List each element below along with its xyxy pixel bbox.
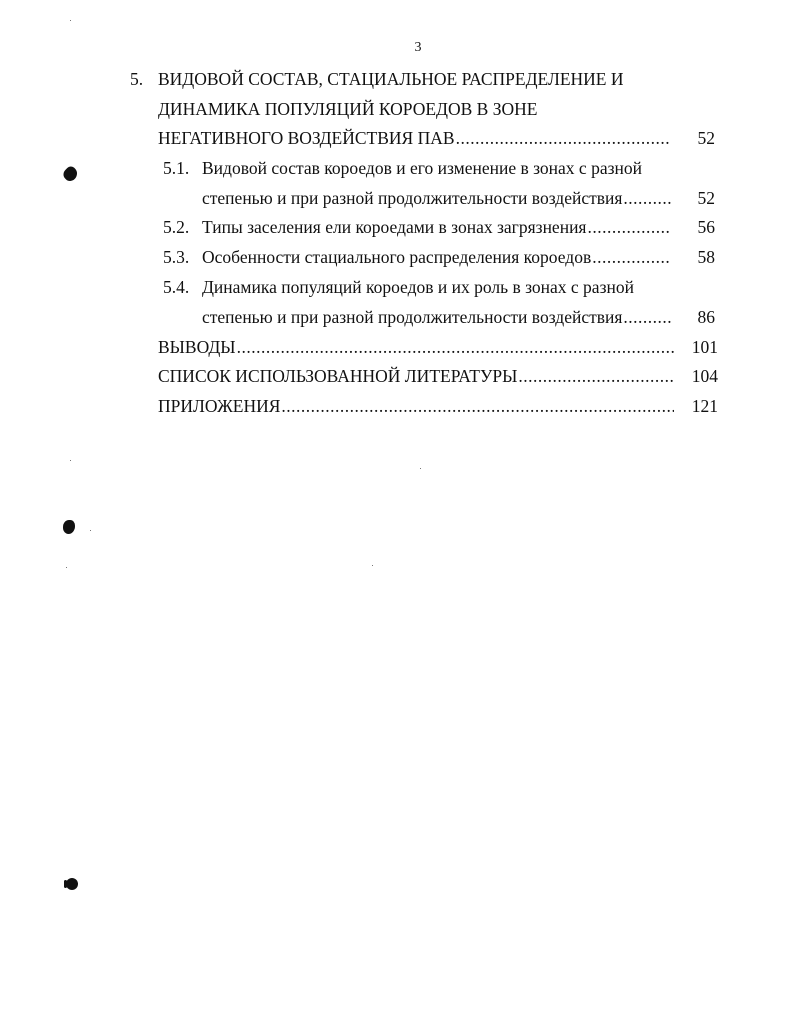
punch-hole-blot [66,878,78,890]
toc-entry-appendices: ПРИЛОЖЕНИЯ ..... 121 [158,395,718,417]
chapter-title-line2: ДИНАМИКА ПОПУЛЯЦИЙ КОРОЕДОВ В ЗОНЕ [158,99,538,119]
page-ref: 121 [691,396,718,416]
leader-dots [281,395,674,417]
page-ref: 58 [697,247,715,267]
leader-dots [623,187,671,209]
scan-speck [420,468,421,469]
toc-entry-references: СПИСОК ИСПОЛЬЗОВАННОЙ ЛИТЕРАТУРЫ ..... 104 [158,365,718,387]
scan-speck [66,567,67,568]
section-number: 5.2. [163,217,190,237]
page-ref: 104 [691,366,718,386]
leader-dots [518,365,674,387]
scan-speck [70,460,71,461]
section-number: 5.3. [163,247,190,267]
section-title-line2: степенью и при разной продолжительности воздействия ..... 52 [202,187,715,209]
leader-dots [623,306,671,328]
section-number: 5.1. [163,158,190,178]
scan-speck [372,565,373,566]
scan-speck [70,20,71,21]
page-ref: 86 [697,307,715,327]
toc-entry-conclusions: ВЫВОДЫ ..... 101 [158,336,718,358]
section-entry: Типы заселения ели короедами в зонах загрязнения ..... 56 [202,216,715,238]
page-ref: 52 [697,128,715,148]
leader-dots [456,127,671,149]
leader-dots [587,216,671,238]
leader-dots [592,246,671,268]
chapter-title-line3: НЕГАТИВНОГО ВОЗДЕЙСТВИЯ ПАВ ..... 52 [158,127,715,149]
page-number: 3 [414,40,422,55]
chapter-title-line1: ВИДОВОЙ СОСТАВ, СТАЦИАЛЬНОЕ РАСПРЕДЕЛЕНИЕ И [158,69,624,89]
section-title-line2: степенью и при разной продолжительности воздействия ..... 86 [202,306,715,328]
section-title-line1: Видовой состав короедов и его изменение в зонах с разной [202,158,642,178]
punch-hole-blot [63,520,75,534]
page-ref: 56 [697,217,715,237]
punch-hole-blot [64,880,67,888]
punch-hole-blot [61,164,80,183]
page-ref: 101 [691,337,718,357]
scan-speck [90,530,91,531]
section-title-line1: Динамика популяций короедов и их роль в зонах с разной [202,277,634,297]
section-entry: Особенности стациального распределения короедов ..... 58 [202,246,715,268]
chapter-number: 5. [130,69,144,89]
leader-dots [237,336,674,358]
page-ref: 52 [697,188,715,208]
section-number: 5.4. [163,277,190,297]
